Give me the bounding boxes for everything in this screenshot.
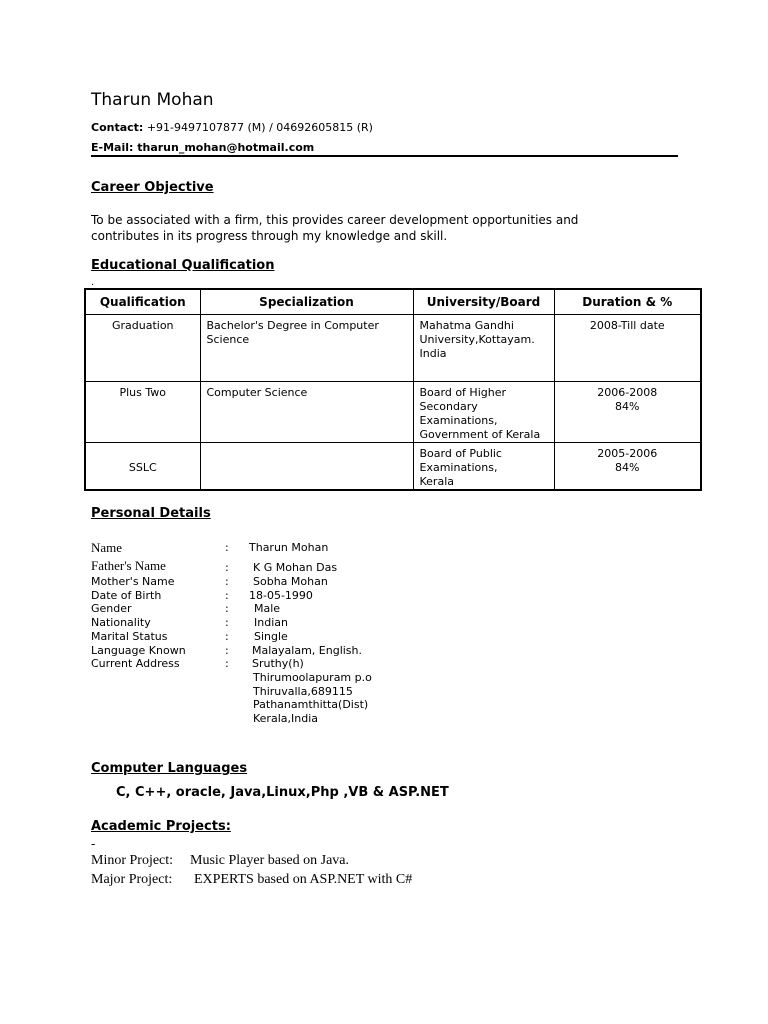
table-row (85, 315, 701, 382)
email-label: E-Mail: (91, 141, 134, 154)
address-line: Thiruvalla,689115 (253, 685, 353, 698)
table-row (85, 382, 701, 443)
specialization-cell (200, 443, 413, 491)
specialization-cell (200, 315, 413, 382)
objective-line-2: contributes in its progress through my knowledge and skill. (91, 229, 448, 243)
university-cell (413, 315, 554, 382)
cell-line: Secondary (419, 400, 478, 413)
detail-value: Male (254, 602, 281, 615)
cell-line: 2006-2008 (597, 386, 658, 399)
cell-line: Examinations, (419, 414, 498, 427)
detail-label: Current Address (91, 657, 180, 670)
detail-colon: : (225, 575, 229, 588)
cell-line: India (419, 347, 447, 360)
detail-colon: : (225, 541, 229, 554)
address-line: Pathanamthitta(Dist) (253, 698, 369, 711)
projects-dash: - (91, 837, 96, 851)
detail-label: Name (91, 540, 123, 555)
cell-line: Government of Kerala (419, 428, 541, 441)
table-row (85, 443, 701, 491)
cell-line: 2008-Till date (589, 319, 665, 332)
detail-value: 18-05-1990 (249, 589, 313, 602)
address-line: Thirumoolapuram p.o (253, 671, 372, 684)
career-objective-heading: Career Objective (91, 180, 214, 195)
column-header: Qualification (85, 289, 200, 315)
university-cell (413, 443, 554, 491)
detail-value: Malayalam, English. (252, 644, 362, 657)
major-project-label: Major Project: (91, 872, 173, 887)
detail-label: Marital Status (91, 630, 168, 643)
cell-line: Examinations, (419, 461, 498, 474)
academic-projects-heading: Academic Projects: (91, 819, 231, 834)
cell-line: 84% (615, 400, 640, 413)
detail-label: Gender (91, 602, 132, 615)
cell-line: Science (206, 333, 250, 346)
detail-value: Sruthy(h) (252, 657, 304, 670)
header-divider (91, 155, 678, 157)
address-line: Kerala,India (253, 712, 318, 725)
cell-line: Computer Science (206, 386, 308, 399)
detail-label: Father's Name (91, 558, 166, 573)
contact-label: Contact: (91, 121, 144, 134)
career-objective-text (91, 212, 578, 244)
qualification-cell: Graduation (85, 315, 200, 382)
detail-label: Mother's Name (91, 575, 175, 588)
qualification-cell: Plus Two (85, 382, 200, 443)
cell-line: 2005-2006 (597, 447, 658, 460)
column-header: Duration & % (554, 289, 701, 315)
computer-languages-list: C, C++, oracle, Java,Linux,Php ,VB & ASP.NET (116, 785, 449, 800)
detail-label: Nationality (91, 616, 151, 629)
computer-languages-heading: Computer Languages (91, 761, 248, 776)
email-line (91, 141, 314, 154)
objective-line-1: To be associated with a firm, this provides career development opportunities and (91, 213, 579, 227)
major-project-line (91, 872, 172, 888)
university-cell (413, 382, 554, 443)
detail-value: Tharun Mohan (249, 541, 329, 554)
duration-cell (554, 443, 701, 491)
detail-colon: : (225, 644, 229, 657)
cell-line: University,Kottayam. (419, 333, 535, 346)
specialization-cell (200, 382, 413, 443)
cell-line: Kerala (419, 475, 454, 488)
minor-project-value: Music Player based on Java. (190, 853, 350, 868)
duration-cell (554, 382, 701, 443)
column-header: University/Board (413, 289, 554, 315)
detail-value: Sobha Mohan (253, 575, 328, 588)
education-table (84, 288, 702, 491)
detail-label: Language Known (91, 644, 186, 657)
cell-line: Board of Higher (419, 386, 506, 399)
cell-line: Bachelor's Degree in Computer (206, 319, 379, 332)
cell-line: Board of Public (419, 447, 502, 460)
email-value: tharun_mohan@hotmail.com (137, 141, 315, 154)
detail-colon: : (225, 589, 229, 602)
detail-colon: : (225, 602, 229, 615)
candidate-name: Tharun Mohan (91, 90, 214, 110)
minor-project-line (91, 853, 173, 869)
detail-label: Date of Birth (91, 589, 162, 602)
cell-line: 84% (615, 461, 640, 474)
contact-value: +91-9497107877 (M) / 04692605815 (R) (146, 121, 373, 134)
detail-colon: : (225, 630, 229, 643)
column-header: Specialization (200, 289, 413, 315)
detail-value: Single (254, 630, 288, 643)
education-heading: Educational Qualification (91, 258, 275, 273)
major-project-value: EXPERTS based on ASP.NET with C# (194, 872, 413, 887)
detail-colon: : (225, 616, 229, 629)
detail-value: Indian (254, 616, 288, 629)
detail-colon: : (225, 657, 229, 670)
table-header-row (85, 289, 701, 315)
contact-line (91, 121, 373, 134)
personal-details-heading: Personal Details (91, 506, 211, 521)
minor-project-label: Minor Project: (91, 853, 174, 868)
education-dot: . (91, 277, 95, 288)
cell-line: Mahatma Gandhi (419, 319, 514, 332)
duration-cell (554, 315, 701, 382)
detail-value: K G Mohan Das (253, 561, 338, 574)
qualification-cell: SSLC (85, 443, 200, 491)
detail-colon: : (225, 561, 229, 574)
